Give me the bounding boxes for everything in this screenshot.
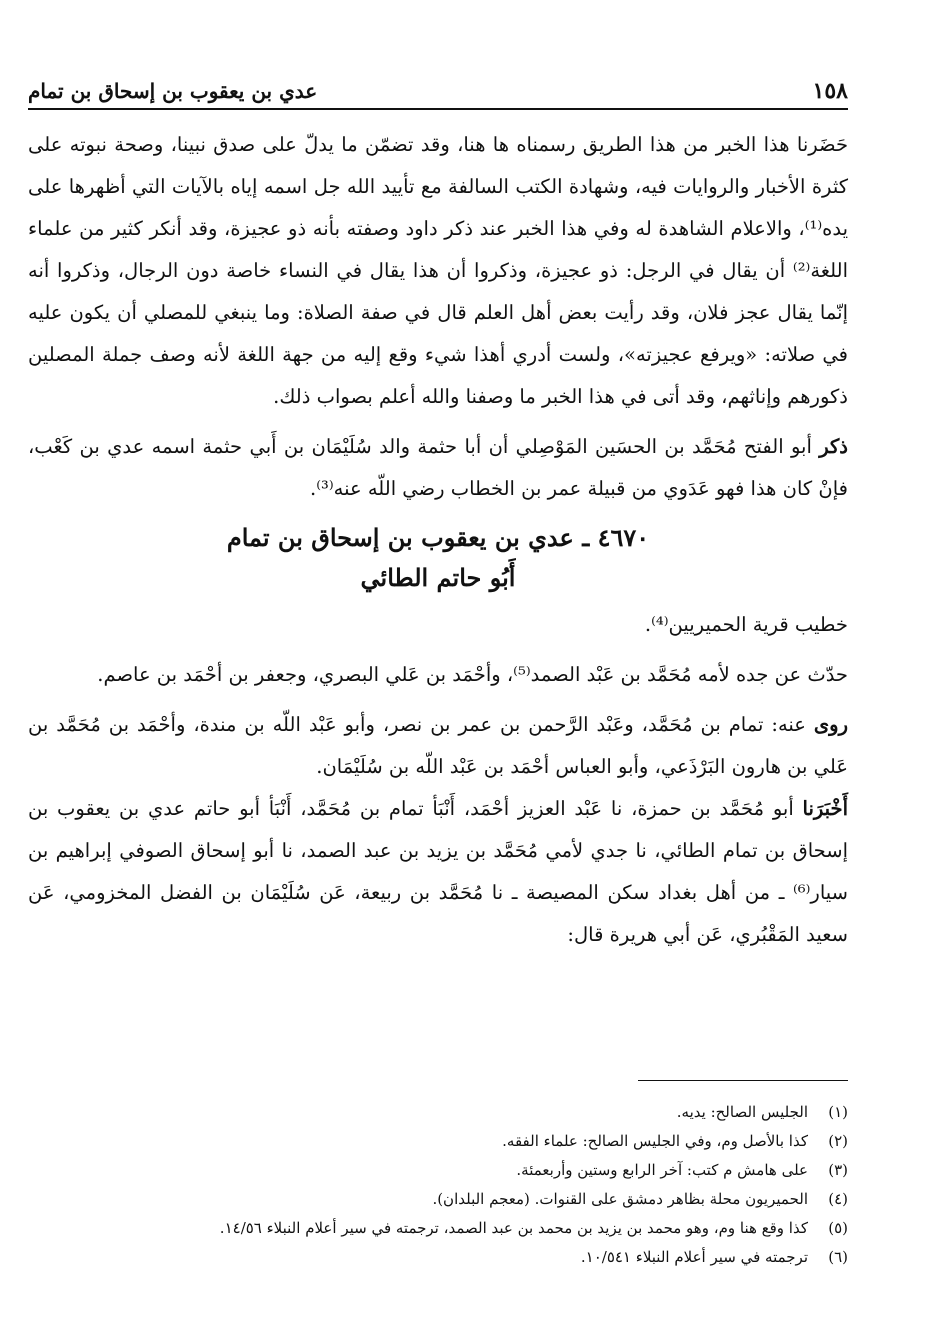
footnote: (١) الجليس الصالح: يديه.: [676, 1103, 848, 1121]
paragraph: خطيب قرية الحميريين⁽⁴⁾.: [644, 613, 848, 636]
entry-subtitle: أَبُو حاتم الطائي: [360, 563, 516, 592]
lead-word: ذكر: [819, 435, 848, 458]
page-number: ١٥٨: [812, 78, 848, 104]
footnote-divider: [638, 1080, 848, 1081]
page-header: [28, 74, 848, 110]
footnote: (٤) الحميريون محلة بظاهر دمشق على القنوات. (معجم البلدان).: [432, 1190, 848, 1208]
paragraph: حدّث عن جده لأمه مُحَمَّد بن عَبْد الصمد⁽⁵⁾، وأحْمَد بن عَلي البصري، وجعفر بن أحْمَد بن عاصم.: [97, 663, 848, 686]
paragraph: أَخْبَرَنا أبو مُحَمَّد بن حمزة، نا عَبْد العزيز أحْمَد، أَنْبَأ تمام بن مُحَمَّد، أَنْبَأ أبو حاتم عدي بن يعقوب بن إسحاق بن تمام الطائي، نا جدي لأمي مُحَمَّد بن يزيد بن عبد الصمد، نا أبو إسحاق الصوفي إبراهيم بن سيار⁽⁶⁾ ـ من أهل بغداد سكن المصيصة ـ نا مُحَمَّد بن ربيعة، عَن سُلَيْمَان بن الفضل المخزومي، عَن سعيد المَقْبُري، عَن أبي هريرة قال:: [28, 797, 848, 946]
running-title: عدي بن يعقوب بن إسحاق بن تمام: [28, 79, 318, 103]
footnote: (٢) كذا بالأصل وم، وفي الجليس الصالح: علماء الفقه.: [502, 1132, 848, 1150]
entry-heading: [28, 518, 848, 598]
footnote: (٥) كذا وقع هنا وم، وهو محمد بن يزيد بن محمد بن عبد الصمد، ترجمته في سير أعلام النبلاء ١٤/٥٦.: [219, 1219, 848, 1237]
paragraph: حَضَرنا هذا الخبر من هذا الطريق رسمناه ها هنا، وقد تضمّن ما يدلّ على صدق نبينا، وصحة نبوته على كثرة الأخبار والروايات فيه، وشهادة الكتب السالفة مع تأييد الله جل اسمه إياه بالآيات التي أظهرها على يده⁽¹⁾، والاعلام الشاهدة له وفي هذا الخبر عند ذكر داود وصفته بأنه ذو عجيزة، وقد أنكر كثير من علماء اللغة⁽²⁾ أن يقال في الرجل: ذو عجيزة، وذكروا أن هذا يقال في النساء خاصة دون الرجال، وذكروا أنه إنّما يقال عجز فلان، وقد رأيت بعض أهل العلم قال في صفة الصلاة: وما ينبغي للمصلي أن يكون عليه في صلاته: «ويرفع عجيزته»، ولست أدري أهذا شيء وقع إليه من جهة اللغة لأنه وصف جملة المصلين ذكورهم وإناثهم، وقد أتى في هذا الخبر ما وصفنا والله أعلم بصواب ذلك.: [28, 133, 848, 408]
main-text: [28, 124, 848, 956]
footnote: (٣) على هامش م كتب: آخر الرابع وستين وأربعمئة.: [516, 1161, 848, 1179]
book-page: [28, 0, 848, 1344]
footnotes: [28, 1098, 848, 1272]
lead-word: أَخْبَرَنا: [802, 797, 848, 820]
footnote: (٦) ترجمته في سير أعلام النبلاء ١٠/٥٤١.: [580, 1248, 848, 1266]
lead-word: روى: [813, 713, 848, 736]
entry-title: ٤٦٧٠ ـ عدي بن يعقوب بن إسحاق بن تمام: [226, 523, 650, 552]
paragraph: ذكر أبو الفتح مُحَمَّد بن الحسَين المَوْصِلي أن أبا حثمة والد سُلَيْمَان بن أَبي حثمة اسمه عدي بن كَعْب، فإنْ كان هذا فهو عَدَوي من قبيلة عمر بن الخطاب رضي اللّه عنه⁽³⁾.: [28, 435, 848, 500]
paragraph: روى عنه: تمام بن مُحَمَّد، وعَبْد الرَّحمن بن عمر بن نصر، وأبو عَبْد اللّه بن مندة، وأحْمَد بن مُحَمَّد بن عَلي بن هارون البَرْذَعي، وأبو العباس أحْمَد بن عَبْد اللّه بن سُلَيْمَان.: [28, 713, 848, 778]
